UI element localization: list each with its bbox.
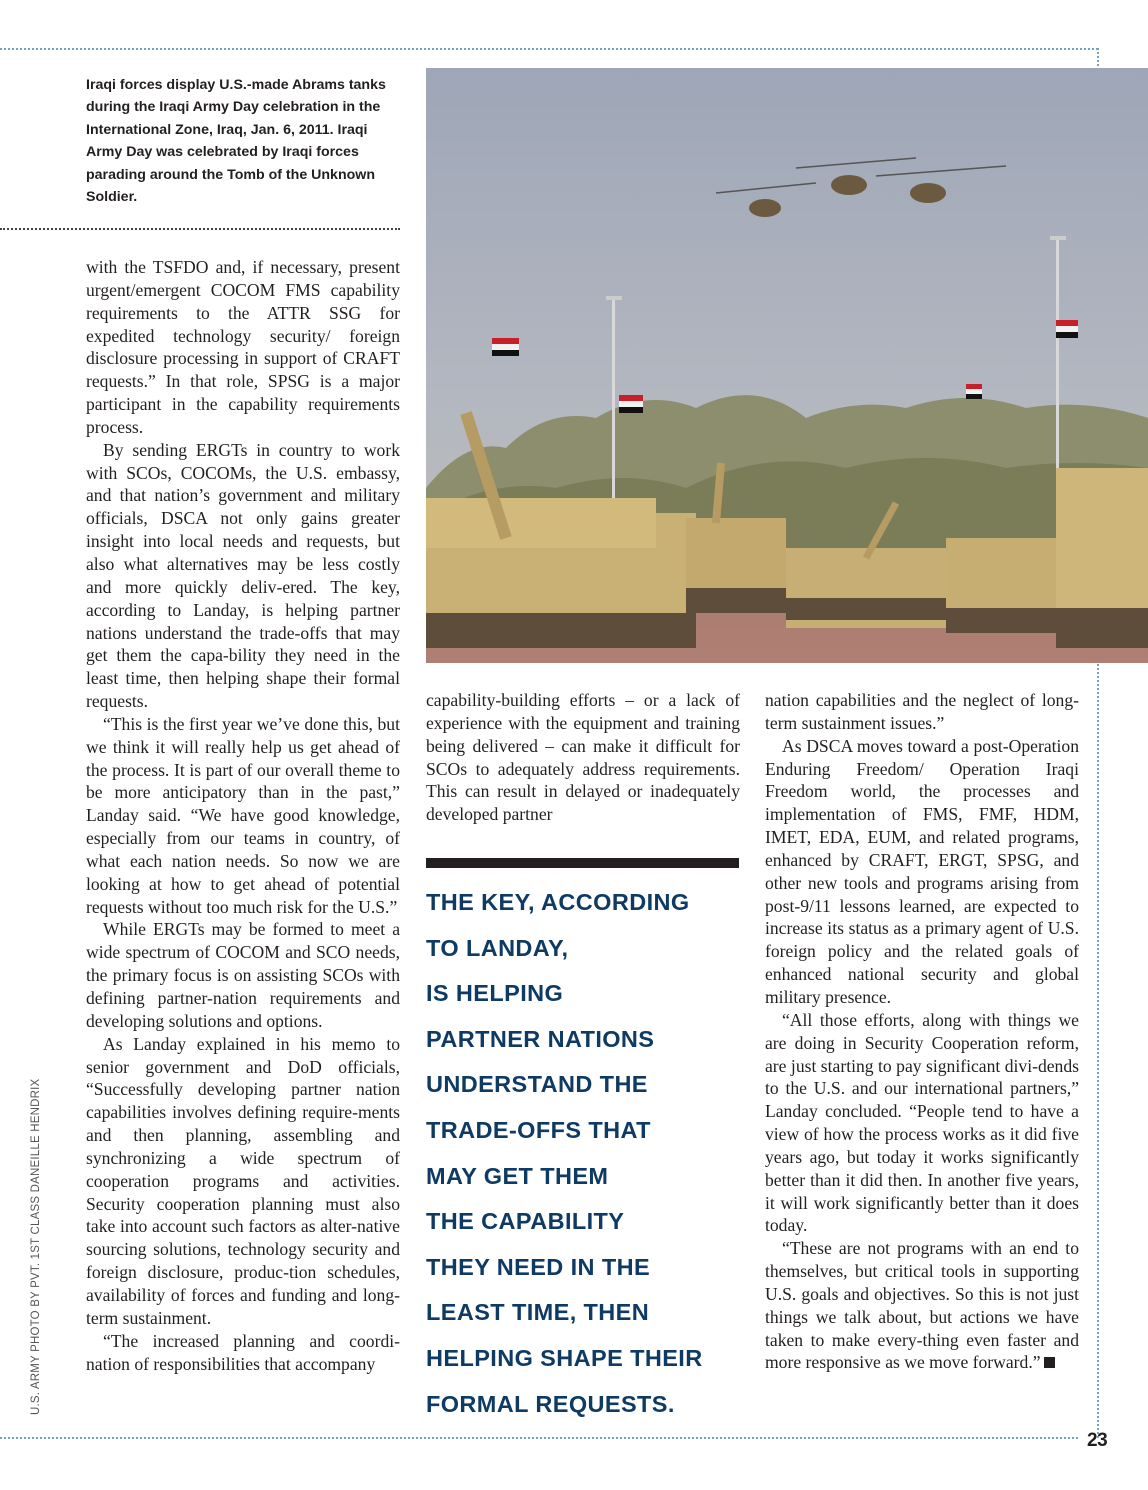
pull-quote-line: PARTNER NATIONS [426,1025,655,1052]
tank-parade-image [426,68,1148,663]
pull-quote-line: IS HELPING [426,980,564,1007]
paragraph: “The increased planning and coordi-nation of responsibilities that accompany [86,1330,400,1374]
pull-quote-line: HELPING SHAPE THEIR [426,1344,703,1371]
end-mark-icon [1044,1357,1055,1368]
paragraph: nation capabilities and the neglect of long-term sustainment issues.” [765,690,1079,733]
paragraph-text: “These are not programs with an end to themselves, but critical tools in supporting U.S. goals and objectives. So this is not just things we talk about, but actions we have taken to make every-thing even faster and more responsive as we move forward.” [765,1238,1079,1373]
bottom-dotted-border [0,1437,1078,1439]
pull-quote-line: THE KEY, ACCORDING [426,889,690,915]
page-number: 23 [1087,1430,1108,1451]
pull-quote-rule [426,858,739,868]
article-column-1 [86,256,400,1375]
parade-photo [426,68,1148,663]
pull-quote-line: UNDERSTAND THE [426,1071,648,1098]
pull-quote-line: TO LANDAY, [426,934,569,961]
pull-quote [426,880,756,1427]
pull-quote-line: TRADE-OFFS THAT [426,1116,651,1143]
pull-quote-line: FORMAL REQUESTS. [426,1390,675,1417]
paragraph: with the TSFDO and, if necessary, present urgent/emergent COCOM FMS capability requirements to the ATTR SSG for expedited technology security/ foreign disclosure processing in support of CRAFT requests.” In that role, SPSG is a major participant in the capability requirements process. [86,257,400,437]
article-column-2 [426,689,740,826]
pull-quote-line: LEAST TIME, THEN [426,1299,650,1326]
pull-quote-line: THEY NEED IN THE [426,1253,651,1280]
article-column-3 [765,689,1079,1374]
paragraph: “This is the first year we’ve done this, but we think it will really help us get ahead of the process. It is part of our overall theme to be more anticipatory than in the past,” Landay said. “We have good knowledge, especially from our teams in country, of what each nation needs. So now we are looking at how to get ahead of potential requests without too much risk for the U.S.” [86,713,400,917]
pull-quote-line: MAY GET THEM [426,1162,609,1189]
paragraph: By sending ERGTs in country to work with SCOs, COCOMs, the U.S. embassy, and that nation’s government and military officials, DSCA not only gains greater insight into local needs and requests, but also what alternatives may be less costly and more quickly deliv-ered. The key, according to Landay, is helping partner nations understand the trade-offs that may get them the capa-bility they need in the least time, then helping shape their formal requests. [86,439,400,712]
paragraph: As Landay explained in his memo to senior government and DoD officials, “Successfully developing partner nation capabilities involves defining require-ments and then planning, assembling and synchronizing a wide spectrum of cooperation programs and activities. Security cooperation planning must also take into account such factors as alter-native sourcing solutions, technology security and foreign disclosure, produc-tion schedules, availability of forces and funding and long-term sustainment. [86,1033,400,1328]
paragraph-final [765,1237,1079,1374]
pull-quote-line: THE CAPABILITY [426,1208,625,1235]
caption-divider [0,228,400,230]
photo-caption: Iraqi forces display U.S.-made Abrams tanks during the Iraqi Army Day celebration in the International Zone, Iraq, Jan. 6, 2011. Iraqi Army Day was celebrated by Iraqi forces parading around the Tomb of the Unknown Soldier. [86,77,386,206]
paragraph: While ERGTs may be formed to meet a wide spectrum of COCOM and SCO needs, the primary focus is on assisting SCOs with defining partner-nation requirements and developing solutions and options. [86,919,400,1031]
paragraph: capability-building efforts – or a lack of experience with the equipment and training being delivered – can make it difficult for SCOs to adequately address requirements. This can result in delayed or inadequately developed partner [426,690,740,825]
paragraph: As DSCA moves toward a post-Operation Enduring Freedom/ Operation Iraqi Freedom world, the processes and implementation of FMS, FMF, HDM, IMET, EDA, EUM, and related programs, enhanced by CRAFT, ERGT, SPSG, and other new tools and programs arising from post-9/11 lessons learned, are expected to increase its status as a primary agent of U.S. foreign policy and the related goals of enhanced national security and global military presence. [765,735,1079,1007]
photo-credit: U.S. ARMY PHOTO BY PVT. 1ST CLASS DANEILLE HENDRIX [30,1078,42,1415]
paragraph: “All those efforts, along with things we are doing in Security Cooperation reform, are just starting to pay significant divi-dends to the U.S. and our international partners,” Landay concluded. “People tend to have a view of how the process works as it did five years ago, but today it works significantly better than it did then. In another five years, it will work significantly better than it does today. [765,1009,1079,1236]
top-dotted-border [0,48,1098,50]
